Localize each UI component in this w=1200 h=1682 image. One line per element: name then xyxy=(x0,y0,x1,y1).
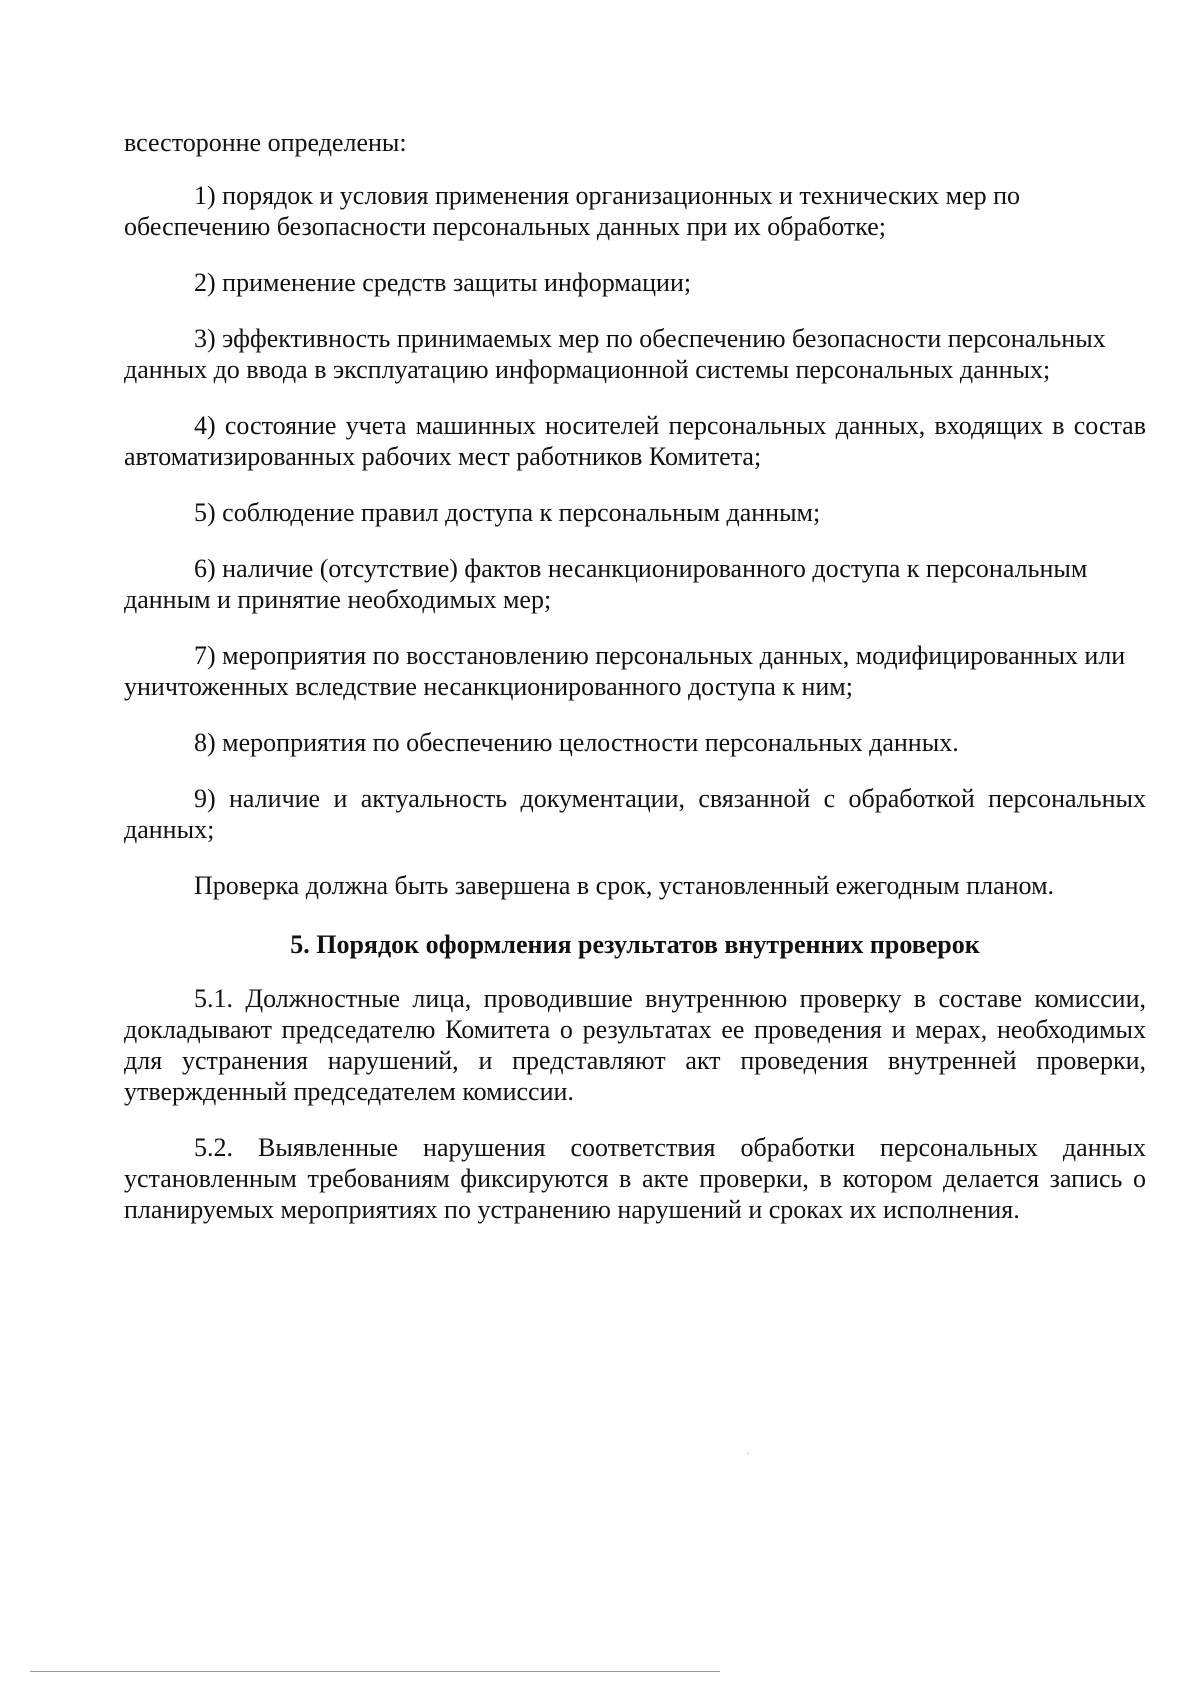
bottom-rule xyxy=(30,1671,720,1672)
list-item-6: 6) наличие (отсутствие) фактов несанкционированного доступа к персональным данным и принятие необходимых мер; xyxy=(124,554,1088,614)
section-heading: 5. Порядок оформления результатов внутренних проверок xyxy=(290,930,980,959)
list-item-8: 8) мероприятия по обеспечению целостности персональных данных. xyxy=(194,728,959,757)
list-item-2: 2) применение средств защиты информации; xyxy=(194,268,692,297)
list-item-3: 3) эффективность принимаемых мер по обеспечению безопасности персональных данных до ввода в эксплуатацию информационной системы персональных данных; xyxy=(124,324,1106,384)
list-item-1: 1) порядок и условия применения организационных и технических мер по обеспечению безопасности персональных данных при их обработке; xyxy=(124,181,1021,241)
closing-text: Проверка должна быть завершена в срок, установленный ежегодным планом. xyxy=(194,871,1055,900)
list-item-7: 7) мероприятия по восстановлению персональных данных, модифицированных или уничтоженных вследствие несанкционированного доступа к ним; xyxy=(124,641,1126,701)
section-paragraph-1: 5.1. Должностные лица, проводившие внутреннюю проверку в составе комиссии, докладывают председателю Комитета о результатах ее проведения и мерах, необходимых для устранения нарушений, и представляют акт проведения внутренней проверки, утвержденный председателем комиссии. xyxy=(124,984,1146,1106)
list-item-9: 9) наличие и актуальность документации, связанной с обработкой персональных данных; xyxy=(124,784,1146,844)
intro-text: всесторонне определены: xyxy=(124,128,407,157)
document-body xyxy=(124,127,1146,1250)
list-item-5: 5) соблюдение правил доступа к персональным данным; xyxy=(194,498,821,527)
section-paragraph-2: 5.2. Выявленные нарушения соответствия обработки персональных данных установленным требованиям фиксируются в акте проверки, в котором делается запись о планируемых мероприятиях по устранению нарушений и сроках их исполнения. xyxy=(124,1133,1146,1224)
scan-speck xyxy=(747,1453,749,1454)
list-item-4: 4) состояние учета машинных носителей персональных данных, входящих в состав автоматизированных рабочих мест работников Комитета; xyxy=(124,411,1146,471)
